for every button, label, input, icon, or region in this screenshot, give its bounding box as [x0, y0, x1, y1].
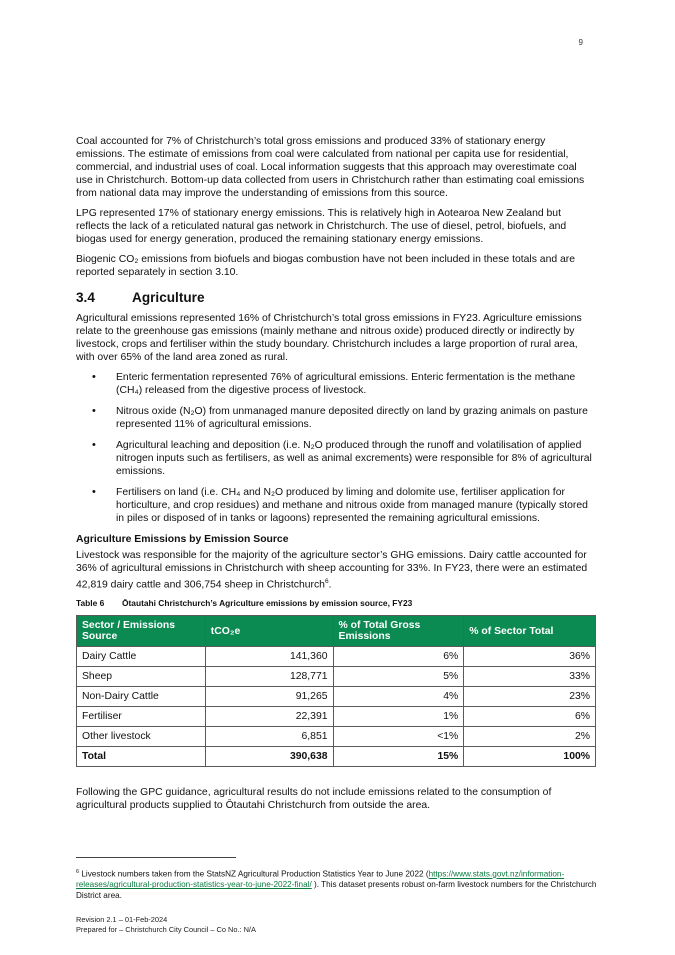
- biogenic-paragraph: Biogenic CO₂ emissions from biofuels and biogas combustion have not been included in these totals and are reported separately in section 3.10.: [76, 254, 576, 278]
- table-row: [77, 727, 596, 747]
- subheading: Agriculture Emissions by Emission Source: [76, 534, 289, 545]
- table-cell: 100%: [464, 747, 596, 767]
- table-cell: Fertiliser: [77, 707, 206, 727]
- footnote-link[interactable]: https://www.stats.govt.nz/information-releases/agricultural-production-statistics-year-to-june-2022-final/: [76, 869, 565, 890]
- table-cell: 6,851: [205, 727, 333, 747]
- table-total-row: [77, 747, 596, 767]
- bullet-list: [76, 371, 596, 525]
- table-row: [77, 647, 596, 667]
- section-number: 3.4: [76, 290, 95, 305]
- header-cell: % of Sector Total: [464, 616, 596, 647]
- table-cell: 1%: [333, 707, 464, 727]
- table-cell: 6%: [333, 647, 464, 667]
- livestock-text-end: .: [328, 579, 332, 591]
- footer-prepared-for: Prepared for – Christchurch City Council – Co No.: N/A: [76, 924, 256, 934]
- table-cell: 23%: [464, 687, 596, 707]
- closing-paragraph: Following the GPC guidance, agricultural results do not include emissions related to the consumption of agricultural products supplied to Ōtautahi Christchurch from outside the area.: [76, 787, 552, 812]
- table-cell: 6%: [464, 707, 596, 727]
- table-cell: 36%: [464, 647, 596, 667]
- footnote-text-before: Livestock numbers taken from the StatsNZ Agricultural Production Statistics Year to June 2022 (: [81, 869, 429, 879]
- emissions-table: [76, 615, 596, 767]
- page-footer: [76, 915, 256, 934]
- coal-paragraph: Coal accounted for 7% of Christchurch’s total gross emissions and produced 33% of stationary energy emissions. The estimate of emissions from coal were calculated from national per capita use for residential, commercial, and industrial uses of coal. Local information suggests that this approach may overestimate coal use in Christchurch. Bottom-up data collected from users in Christchurch rather than estimating coal emissions from national data may improve the understanding of emissions from this source.: [76, 136, 585, 199]
- section-intro: Agricultural emissions represented 16% of Christchurch’s total gross emissions in FY23. Agriculture emissions relate to the greenhouse gas emissions (mainly methane and nitrous oxide) produced directly or indirectly by livestock, crops and fertiliser within the study boundary. Christchurch includes a large proportion of rural area, with over 65% of the land area zoned as rural.: [76, 313, 582, 363]
- table-cell: 22,391: [205, 707, 333, 727]
- table-cell: 15%: [333, 747, 464, 767]
- footnote-text-after: ). This dataset presents robust on-farm livestock numbers for the Christchurch District area.: [76, 880, 597, 900]
- table-cell: 141,360: [205, 647, 333, 667]
- table-cell: Sheep: [77, 667, 206, 687]
- list-item: • Nitrous oxide (N₂O) from unmanaged manure deposited directly on land by grazing animals on pasture represented 11% of agricultural emissions.: [116, 405, 596, 431]
- table-cell: <1%: [333, 727, 464, 747]
- table-row: [77, 687, 596, 707]
- table-cell: 128,771: [205, 667, 333, 687]
- header-cell: % of Total Gross Emissions: [333, 616, 464, 647]
- section-heading: [76, 290, 596, 306]
- list-item: • Agricultural leaching and deposition (i.e. N₂O produced through the runoff and volatilisation of applied nitrogen inputs such as fertilisers, as well as animal excrements) were responsible for 8% of agricultural emissions.: [116, 439, 596, 478]
- table-cell: Dairy Cattle: [77, 647, 206, 667]
- page-number: 9: [578, 38, 583, 47]
- table-cell: Other livestock: [77, 727, 206, 747]
- footnote-divider: [76, 857, 236, 858]
- table-cell: Total: [77, 747, 206, 767]
- table-cell: 33%: [464, 667, 596, 687]
- table-caption-text: Ōtautahi Christchurch’s Agriculture emissions by emission source, FY23: [122, 598, 413, 609]
- table-number: Table 6: [76, 598, 105, 609]
- livestock-paragraph: [76, 549, 596, 591]
- footer-revision: Revision 2.1 – 01-Feb-2024: [76, 915, 168, 924]
- table-cell: 5%: [333, 667, 464, 687]
- table-cell: Non-Dairy Cattle: [77, 687, 206, 707]
- livestock-text: Livestock was responsible for the majority of the agriculture sector’s GHG emissions. Dairy cattle accounted for 36% of agricultural emissions in Christchurch with sheep accounting for 33%. In FY23, there were an estimated 42,819 dairy cattle and 306,754 sheep in Christchurch: [76, 550, 588, 591]
- header-cell: Sector / Emissions Source: [77, 616, 206, 647]
- table-cell: 91,265: [205, 687, 333, 707]
- table-cell: 2%: [464, 727, 596, 747]
- footnote: [76, 867, 601, 901]
- table-caption: [76, 598, 596, 609]
- footnote-marker: 6: [76, 869, 80, 875]
- lpg-paragraph: LPG represented 17% of stationary energy emissions. This is relatively high in Aotearoa New Zealand but reflects the lack of a reticulated natural gas network in Christchurch. The use of diesel, petrol, biofuels, and biogas used for energy generation, produced the remaining stationary energy emissions.: [76, 208, 567, 245]
- main-content: [76, 135, 596, 819]
- table-header-row: [77, 616, 596, 647]
- list-item: • Fertilisers on land (i.e. CH₄ and N₂O produced by liming and dolomite use, fertiliser application for horticulture, and crop residues) and methane and nitrous oxide from managed manure (typically stored in piles or disposed of in tanks or lagoons) represented the remaining agricultural emissions.: [116, 486, 596, 525]
- header-cell: tCO₂e: [205, 616, 333, 647]
- table-row: [77, 667, 596, 687]
- table-cell: 390,638: [205, 747, 333, 767]
- section-title: Agriculture: [132, 290, 205, 305]
- table-row: [77, 707, 596, 727]
- table-cell: 4%: [333, 687, 464, 707]
- footnote-reference[interactable]: 6: [324, 578, 329, 585]
- list-item: • Enteric fermentation represented 76% of agricultural emissions. Enteric fermentation is the methane (CH₄) released from the digestive process of livestock.: [116, 371, 596, 397]
